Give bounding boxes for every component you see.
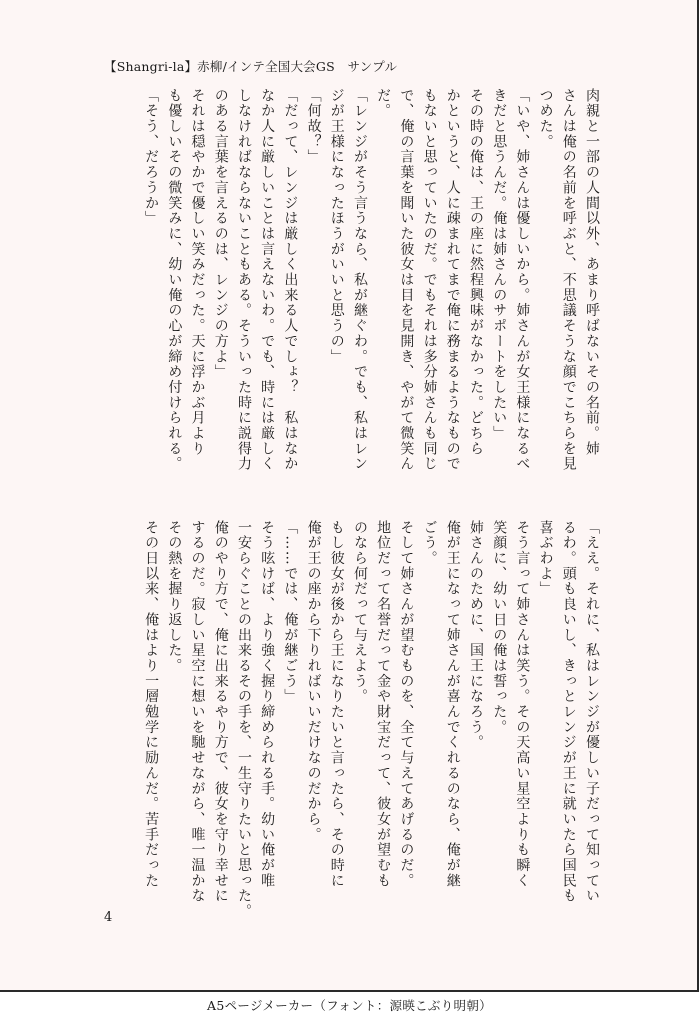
text-line: 一安らぐことの出来るその手を、一生守りたいと思った。 xyxy=(235,520,252,920)
text-line: 姉さんのために、国王になろう。 xyxy=(467,520,484,751)
text-line: も優しいその微笑みに、幼い俺の心が締め付けられる。 xyxy=(166,88,183,472)
text-line: そう呟けば、より強く握り締められる手。幼い俺が唯 xyxy=(259,520,276,889)
text-line: するのだ。寂しい星空に想いを馳せながら、唯一温かな xyxy=(189,520,206,904)
text-line: ジが王様になったほうがいいと思うの」 xyxy=(328,88,345,365)
text-line: 「ええ。それに、私はレンジが優しい子だって知ってい xyxy=(584,520,600,904)
text-line: るわ。頭も良いし、きっとレンジが王に就いたら国民も xyxy=(560,520,577,904)
text-line: しなければならないこともある。そういった時に説得力 xyxy=(235,88,252,472)
text-line: 俺のやり方で、俺に出来るやり方で、彼女を守り幸せに xyxy=(212,520,229,904)
text-line: 「いや、姉さんは優しいから。姉さんが女王様になるべ xyxy=(514,88,531,472)
text-line: 俺が王の座から下りればいいだけなのだから。 xyxy=(305,520,322,843)
text-line: なか人に厳しいことは言えないわ。でも、時には厳しく xyxy=(259,88,276,472)
text-line: で、俺の言葉を聞いた彼女は目を見開き、やがて微笑ん xyxy=(398,88,415,472)
text-line: 笑顔に、幼い日の俺は誓った。 xyxy=(491,520,508,735)
text-line: つめた。 xyxy=(537,88,554,150)
text-line: 「そう、だろうか」 xyxy=(143,88,160,227)
text-line: それは穏やかで優しい笑みだった。天に浮かぶ月より xyxy=(189,88,206,457)
text-block-top xyxy=(139,88,603,472)
text-line: 「何故？」 xyxy=(305,88,322,165)
text-line: その熱を握り返した。 xyxy=(166,520,183,674)
text-line: だ。 xyxy=(375,88,392,119)
text-line: きだと思うんだ。俺は姉さんのサポートをしたい」 xyxy=(491,88,508,442)
text-line: 「……では、俺が継ごう」 xyxy=(282,520,299,705)
text-line: のある言葉を言えるのは、レンジの方よ」 xyxy=(212,88,229,380)
text-line: その時の俺は、王の座に然程興味がなかった。どちら xyxy=(467,88,484,457)
text-line: 「だって、レンジは厳しく出来る人でしょ？ 私はなか xyxy=(282,88,299,472)
text-line: さんは俺の名前を呼ぶと、不思議そうな顔でこちらを見 xyxy=(560,88,577,472)
text-line: もないと思っていたのだ。でもそれは多分姉さんも同じ xyxy=(421,88,438,472)
text-line: そして姉さんが望むものを、全て与えてあげるのだ。 xyxy=(398,520,415,889)
text-line: ごう。 xyxy=(421,520,438,567)
footer-credit: A5ページメーカー（フォント：源暎こぶり明朝） xyxy=(207,998,492,1013)
text-line: のなら何だって与えよう。 xyxy=(351,520,368,705)
page-number: 4 xyxy=(104,910,113,925)
page-header: 【Shangri-la】赤柳/インテ全国大会GS サンプル xyxy=(104,59,398,74)
text-line: そう言って姉さんは笑う。その天高い星空よりも瞬く xyxy=(514,520,531,889)
text-line: 肉親と一部の人間以外、あまり呼ばないその名前。姉 xyxy=(584,88,600,457)
text-line: その日以来、俺はより一層勉学に励んだ。苦手だった xyxy=(143,520,160,889)
text-line: 地位だって名誉だって金や財宝だって、彼女が望むも xyxy=(375,520,392,889)
text-line: 喜ぶわよ」 xyxy=(537,520,554,597)
text-line: かというと、人に疎まれてまで俺に務まるようなもので xyxy=(444,88,461,472)
text-line: もし彼女が後から王になりたいと言ったら、その時に xyxy=(328,520,345,889)
text-block-bottom xyxy=(139,520,603,920)
text-line: 俺が王になって姉さんが喜んでくれるのなら、俺が継 xyxy=(444,520,461,889)
text-line: 「レンジがそう言うなら、私が継ぐわ。でも、私はレン xyxy=(351,88,368,472)
